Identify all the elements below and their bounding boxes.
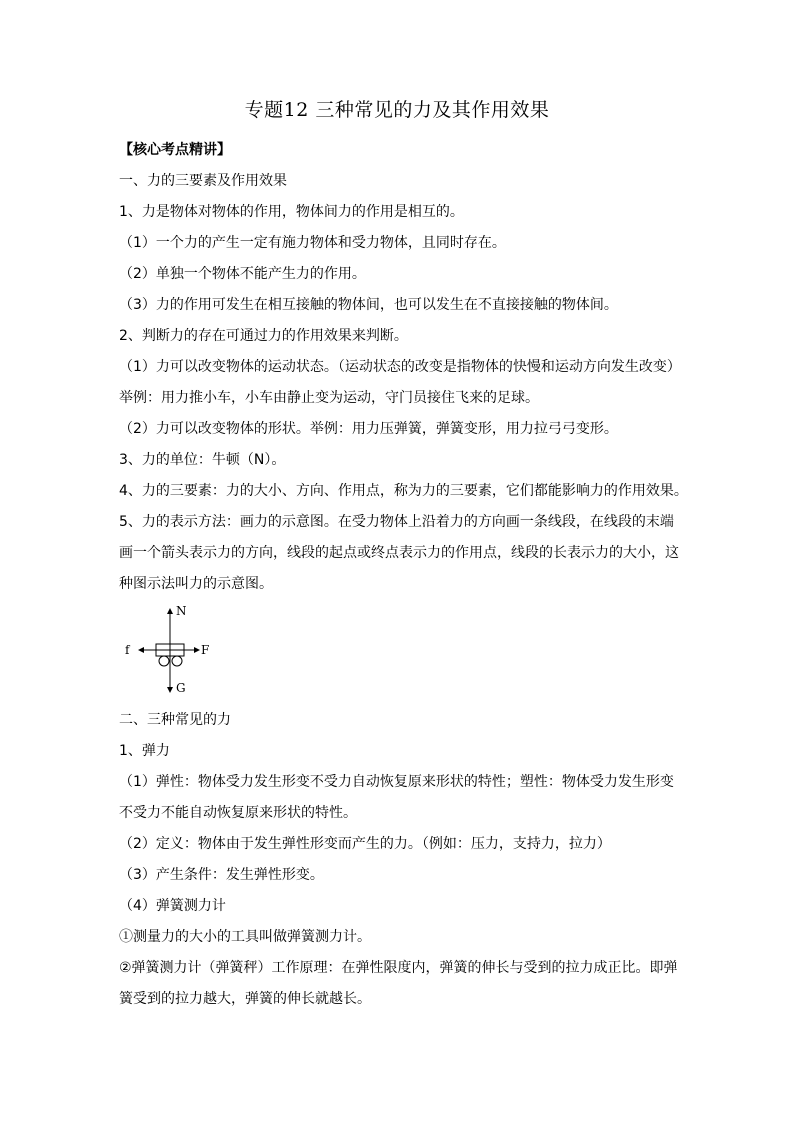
paragraph: 1、力是物体对物体的作用，物体间力的作用是相互的。 [119,204,464,220]
paragraph: 2、判断力的存在可通过力的作用效果来判断。 [119,328,408,344]
paragraph: ②弹簧测力计（弹簧秤）工作原理：在弹性限度内，弹簧的伸长与受到的拉力成正比。即弹 [119,960,678,976]
cart-wheel-left [159,656,169,666]
paragraph: 不受力不能自动恢复原来形状的特性。 [119,805,357,821]
paragraph: ①测量力的大小的工具叫做弹簧测力计。 [119,929,371,945]
paragraph: 3、力的单位：牛顿（N）。 [119,452,286,468]
label-f-applied: F [201,643,210,657]
part1-heading: 一、力的三要素及作用效果 [119,173,287,189]
paragraph: （1）一个力的产生一定有施力物体和受力物体，且同时存在。 [119,235,506,251]
paragraph: 簧受到的拉力越大，弹簧的伸长就越长。 [119,991,371,1007]
paragraph: 4、力的三要素：力的大小、方向、作用点，称为力的三要素，它们都能影响力的作用效果。 [119,483,688,499]
label-g: G [176,681,186,695]
paragraph: （3）力的作用可发生在相互接触的物体间，也可以发生在不直接接触的物体间。 [119,297,618,313]
paragraph: （3）产生条件：发生弹性形变。 [119,867,324,883]
paragraph: 5、力的表示方法：画力的示意图。在受力物体上沿着力的方向画一条线段，在线段的末端 [119,514,674,530]
paragraph: （1）力可以改变物体的运动状态。（运动状态的改变是指物体的快慢和运动方向发生改变） [119,359,681,375]
paragraph: （2）单独一个物体不能产生力的作用。 [119,266,366,282]
part2-heading: 二、三种常见的力 [119,712,231,728]
paragraph: 举例：用力推小车，小车由静止变为运动，守门员接住飞来的足球。 [119,390,539,406]
page-title: 专题12 三种常见的力及其作用效果 [244,99,550,121]
force-diagram-svg [119,600,219,700]
section-header: 【核心考点精讲】 [119,142,231,158]
label-f-friction: f [125,643,130,657]
paragraph: 1、弹力 [119,743,170,759]
paragraph: 种图示法叫力的示意图。 [119,576,273,592]
paragraph: （4）弹簧测力计 [119,898,226,914]
paragraph: 画一个箭头表示力的方向，线段的起点或终点表示力的作用点，线段的长表示力的大小，这 [119,545,679,561]
paragraph: （2）力可以改变物体的形状。举例：用力压弹簧，弹簧变形，用力拉弓弓变形。 [119,421,618,437]
force-diagram [119,600,219,700]
paragraph: （2）定义：物体由于发生弹性形变而产生的力。（例如：压力，支持力，拉力） [119,836,611,852]
label-n: N [176,604,187,618]
paragraph: （1）弹性：物体受力发生形变不受力自动恢复原来形状的特性；塑性：物体受力发生形变 [119,774,674,790]
cart-wheel-right [172,656,182,666]
